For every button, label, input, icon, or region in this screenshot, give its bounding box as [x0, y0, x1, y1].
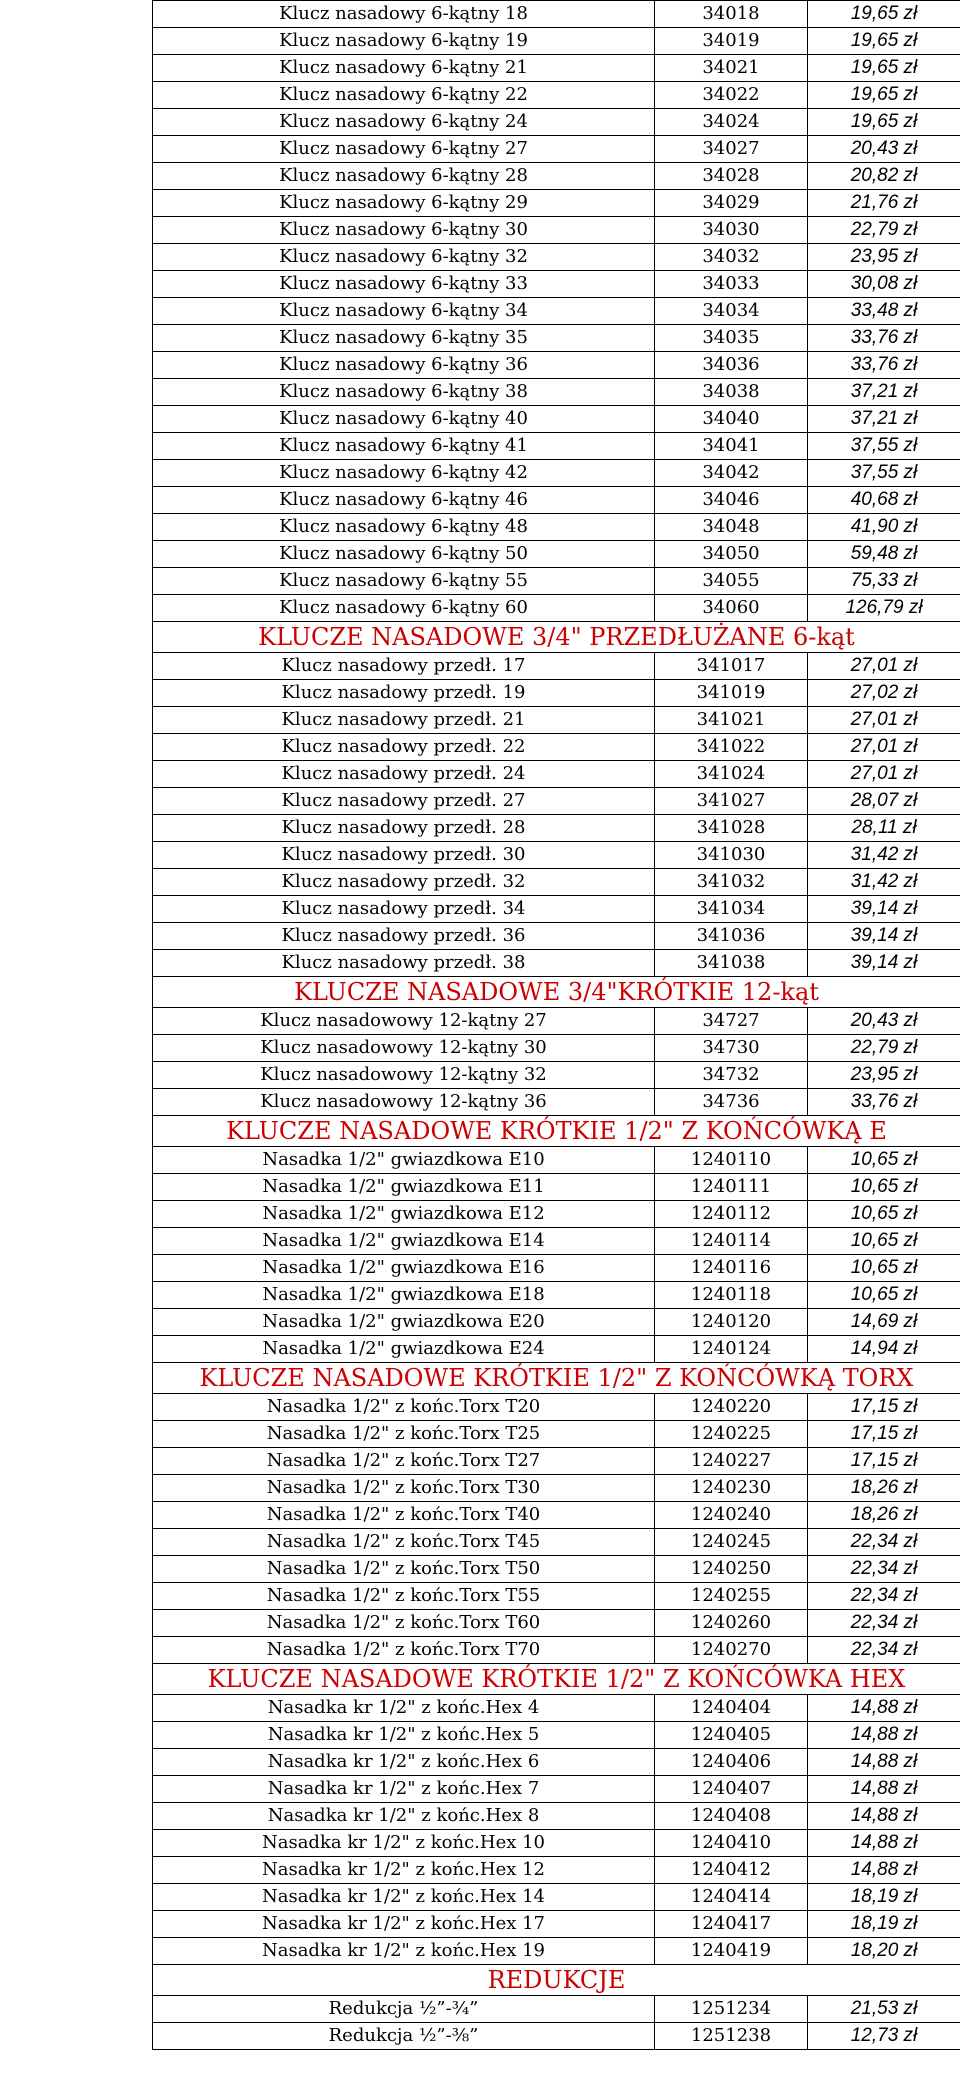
price-cell: 20,43 zł: [808, 1008, 960, 1035]
table-row: [153, 1830, 960, 1857]
table-row: [153, 1309, 960, 1336]
product-code-cell: 34022: [655, 82, 808, 109]
product-code-cell: 1251238: [655, 2023, 808, 2050]
product-name-cell: Klucz nasadowy 6-kątny 34: [153, 298, 655, 325]
product-code-cell: 341017: [655, 653, 808, 680]
product-name-cell: Nasadka 1/2" z końc.Torx T70: [153, 1637, 655, 1664]
product-code-cell: 1240227: [655, 1448, 808, 1475]
table-row: [153, 298, 960, 325]
table-row: [153, 325, 960, 352]
price-cell: 17,15 zł: [808, 1394, 960, 1421]
price-cell: 14,88 zł: [808, 1803, 960, 1830]
table-row: [153, 244, 960, 271]
price-cell: 14,88 zł: [808, 1695, 960, 1722]
section-title: KLUCZE NASADOWE 3/4" PRZEDŁUŻANE 6-kąt: [153, 622, 960, 653]
section-title: KLUCZE NASADOWE 3/4"KRÓTKIE 12-kąt: [153, 977, 960, 1008]
product-name-cell: Nasadka 1/2" gwiazdkowa E11: [153, 1174, 655, 1201]
price-cell: 18,19 zł: [808, 1911, 960, 1938]
product-code-cell: 1251234: [655, 1996, 808, 2023]
table-row: [153, 460, 960, 487]
table-row: [153, 1610, 960, 1637]
price-cell: 28,07 zł: [808, 788, 960, 815]
price-cell: 14,88 zł: [808, 1722, 960, 1749]
table-row: [153, 1394, 960, 1421]
table-row: [153, 28, 960, 55]
product-code-cell: 34046: [655, 487, 808, 514]
product-name-cell: Redukcja ½”-⅜”: [153, 2023, 655, 2050]
price-cell: 37,21 zł: [808, 379, 960, 406]
table-row: [153, 842, 960, 869]
table-row: [153, 1502, 960, 1529]
product-code-cell: 1240417: [655, 1911, 808, 1938]
product-name-cell: Nasadka 1/2" gwiazdkowa E14: [153, 1228, 655, 1255]
product-name-cell: Nasadka 1/2" gwiazdkowa E20: [153, 1309, 655, 1336]
price-cell: 10,65 zł: [808, 1282, 960, 1309]
price-cell: 10,65 zł: [808, 1255, 960, 1282]
price-cell: 17,15 zł: [808, 1421, 960, 1448]
price-cell: 39,14 zł: [808, 896, 960, 923]
section-header-row: [153, 1116, 960, 1147]
price-cell: 20,43 zł: [808, 136, 960, 163]
product-name-cell: Klucz nasadowy 6-kątny 55: [153, 568, 655, 595]
product-name-cell: Nasadka kr 1/2" z końc.Hex 6: [153, 1749, 655, 1776]
product-name-cell: Klucz nasadowy przedł. 17: [153, 653, 655, 680]
product-name-cell: Klucz nasadowy przedł. 32: [153, 869, 655, 896]
product-code-cell: 341021: [655, 707, 808, 734]
price-cell: 18,19 zł: [808, 1884, 960, 1911]
product-name-cell: Klucz nasadowy 6-kątny 29: [153, 190, 655, 217]
price-cell: 31,42 zł: [808, 842, 960, 869]
price-cell: 17,15 zł: [808, 1448, 960, 1475]
price-cell: 39,14 zł: [808, 950, 960, 977]
product-code-cell: 34041: [655, 433, 808, 460]
table-row: [153, 1529, 960, 1556]
table-row: [153, 1035, 960, 1062]
product-name-cell: Klucz nasadowy 6-kątny 27: [153, 136, 655, 163]
table-row: [153, 950, 960, 977]
table-row: [153, 1089, 960, 1116]
price-cell: 19,65 zł: [808, 82, 960, 109]
price-cell: 18,26 zł: [808, 1502, 960, 1529]
product-code-cell: 1240270: [655, 1637, 808, 1664]
table-row: [153, 1448, 960, 1475]
table-row: [153, 1938, 960, 1965]
product-code-cell: 34034: [655, 298, 808, 325]
product-name-cell: Klucz nasadowy przedł. 34: [153, 896, 655, 923]
product-code-cell: 1240225: [655, 1421, 808, 1448]
product-name-cell: Nasadka 1/2" gwiazdkowa E12: [153, 1201, 655, 1228]
product-code-cell: 1240111: [655, 1174, 808, 1201]
product-code-cell: 1240255: [655, 1583, 808, 1610]
product-code-cell: 1240118: [655, 1282, 808, 1309]
table-row: [153, 1008, 960, 1035]
price-cell: 12,73 zł: [808, 2023, 960, 2050]
product-name-cell: Klucz nasadowy przedł. 21: [153, 707, 655, 734]
price-cell: 33,76 zł: [808, 325, 960, 352]
product-code-cell: 1240114: [655, 1228, 808, 1255]
product-code-cell: 341038: [655, 950, 808, 977]
product-code-cell: 34040: [655, 406, 808, 433]
table-row: [153, 1857, 960, 1884]
product-name-cell: Nasadka kr 1/2" z końc.Hex 17: [153, 1911, 655, 1938]
price-cell: 27,01 zł: [808, 707, 960, 734]
table-row: [153, 190, 960, 217]
product-name-cell: Klucz nasadowy 6-kątny 48: [153, 514, 655, 541]
product-name-cell: Klucz nasadowy 6-kątny 41: [153, 433, 655, 460]
table-row: [153, 109, 960, 136]
section-header-row: [153, 1965, 960, 1996]
product-code-cell: 1240124: [655, 1336, 808, 1363]
price-cell: 10,65 zł: [808, 1174, 960, 1201]
price-cell: 22,34 zł: [808, 1637, 960, 1664]
product-code-cell: 341028: [655, 815, 808, 842]
table-row: [153, 680, 960, 707]
price-cell: 19,65 zł: [808, 28, 960, 55]
table-row: [153, 1695, 960, 1722]
product-name-cell: Nasadka kr 1/2" z końc.Hex 4: [153, 1695, 655, 1722]
table-row: [153, 1996, 960, 2023]
table-row: [153, 487, 960, 514]
product-name-cell: Klucz nasadowy 6-kątny 38: [153, 379, 655, 406]
price-cell: 18,26 zł: [808, 1475, 960, 1502]
table-row: [153, 815, 960, 842]
product-code-cell: 1240110: [655, 1147, 808, 1174]
price-cell: 10,65 zł: [808, 1201, 960, 1228]
price-cell: 14,88 zł: [808, 1776, 960, 1803]
price-cell: 10,65 zł: [808, 1147, 960, 1174]
product-code-cell: 341032: [655, 869, 808, 896]
product-name-cell: Nasadka 1/2" z końc.Torx T45: [153, 1529, 655, 1556]
product-code-cell: 1240410: [655, 1830, 808, 1857]
price-cell: 22,79 zł: [808, 1035, 960, 1062]
table-row: [153, 1174, 960, 1201]
product-code-cell: 34032: [655, 244, 808, 271]
price-cell: 14,88 zł: [808, 1857, 960, 1884]
price-cell: 21,76 zł: [808, 190, 960, 217]
price-cell: 20,82 zł: [808, 163, 960, 190]
table-row: [153, 163, 960, 190]
product-code-cell: 1240406: [655, 1749, 808, 1776]
price-cell: 23,95 zł: [808, 244, 960, 271]
price-cell: 31,42 zł: [808, 869, 960, 896]
product-name-cell: Klucz nasadowy przedł. 38: [153, 950, 655, 977]
table-row: [153, 541, 960, 568]
section-header-row: [153, 1664, 960, 1695]
table-row: [153, 761, 960, 788]
product-name-cell: Klucz nasadowy 6-kątny 18: [153, 1, 655, 28]
table-row: [153, 352, 960, 379]
product-name-cell: Klucz nasadowy 6-kątny 42: [153, 460, 655, 487]
table-row: [153, 2023, 960, 2050]
price-cell: 33,76 zł: [808, 352, 960, 379]
product-code-cell: 34060: [655, 595, 808, 622]
table-row: [153, 734, 960, 761]
price-cell: 40,68 zł: [808, 487, 960, 514]
product-code-cell: 34730: [655, 1035, 808, 1062]
table-row: [153, 1556, 960, 1583]
product-code-cell: 34019: [655, 28, 808, 55]
price-cell: 18,20 zł: [808, 1938, 960, 1965]
product-name-cell: Nasadka 1/2" z końc.Torx T60: [153, 1610, 655, 1637]
table-row: [153, 595, 960, 622]
product-name-cell: Nasadka 1/2" z końc.Torx T50: [153, 1556, 655, 1583]
price-list-table: [152, 0, 960, 2050]
product-name-cell: Klucz nasadowy 6-kątny 33: [153, 271, 655, 298]
product-code-cell: 34036: [655, 352, 808, 379]
product-name-cell: Klucz nasadowy przedł. 19: [153, 680, 655, 707]
price-cell: 14,94 zł: [808, 1336, 960, 1363]
price-cell: 27,01 zł: [808, 653, 960, 680]
product-code-cell: 1240419: [655, 1938, 808, 1965]
product-code-cell: 1240250: [655, 1556, 808, 1583]
table-row: [153, 55, 960, 82]
price-cell: 22,34 zł: [808, 1610, 960, 1637]
product-code-cell: 341024: [655, 761, 808, 788]
product-code-cell: 341034: [655, 896, 808, 923]
product-name-cell: Klucz nasadowy 6-kątny 35: [153, 325, 655, 352]
product-code-cell: 34732: [655, 1062, 808, 1089]
product-name-cell: Klucz nasadowy przedł. 24: [153, 761, 655, 788]
table-row: [153, 82, 960, 109]
table-row: [153, 1228, 960, 1255]
table-row: [153, 271, 960, 298]
product-code-cell: 34018: [655, 1, 808, 28]
price-cell: 39,14 zł: [808, 923, 960, 950]
table-row: [153, 923, 960, 950]
product-code-cell: 341027: [655, 788, 808, 815]
product-code-cell: 1240412: [655, 1857, 808, 1884]
product-name-cell: Nasadka 1/2" gwiazdkowa E16: [153, 1255, 655, 1282]
product-code-cell: 34029: [655, 190, 808, 217]
product-name-cell: Nasadka 1/2" z końc.Torx T20: [153, 1394, 655, 1421]
product-code-cell: 341030: [655, 842, 808, 869]
price-cell: 37,21 zł: [808, 406, 960, 433]
table-row: [153, 1282, 960, 1309]
price-cell: 37,55 zł: [808, 433, 960, 460]
product-code-cell: 34048: [655, 514, 808, 541]
product-name-cell: Klucz nasadowowy 12-kątny 32: [153, 1062, 655, 1089]
product-name-cell: Klucz nasadowowy 12-kątny 27: [153, 1008, 655, 1035]
product-name-cell: Klucz nasadowy przedł. 27: [153, 788, 655, 815]
product-name-cell: Nasadka 1/2" z końc.Torx T55: [153, 1583, 655, 1610]
product-code-cell: 34024: [655, 109, 808, 136]
product-name-cell: Klucz nasadowy 6-kątny 19: [153, 28, 655, 55]
product-code-cell: 1240245: [655, 1529, 808, 1556]
table-row: [153, 896, 960, 923]
price-cell: 37,55 zł: [808, 460, 960, 487]
product-name-cell: Klucz nasadowy przedł. 28: [153, 815, 655, 842]
table-row: [153, 1336, 960, 1363]
price-cell: 14,69 zł: [808, 1309, 960, 1336]
section-title: KLUCZE NASADOWE KRÓTKIE 1/2" Z KOŃCÓWKĄ TORX: [153, 1363, 960, 1394]
price-cell: 33,76 zł: [808, 1089, 960, 1116]
product-name-cell: Redukcja ½”-¾”: [153, 1996, 655, 2023]
price-cell: 27,02 zł: [808, 680, 960, 707]
product-name-cell: Klucz nasadowy 6-kątny 40: [153, 406, 655, 433]
table-row: [153, 788, 960, 815]
product-name-cell: Klucz nasadowy 6-kątny 60: [153, 595, 655, 622]
product-code-cell: 341022: [655, 734, 808, 761]
price-cell: 23,95 zł: [808, 1062, 960, 1089]
table-row: [153, 514, 960, 541]
price-cell: 19,65 zł: [808, 55, 960, 82]
price-cell: 27,01 zł: [808, 734, 960, 761]
product-code-cell: 1240116: [655, 1255, 808, 1282]
product-name-cell: Nasadka 1/2" z końc.Torx T25: [153, 1421, 655, 1448]
product-code-cell: 34050: [655, 541, 808, 568]
product-name-cell: Nasadka kr 1/2" z końc.Hex 7: [153, 1776, 655, 1803]
price-cell: 41,90 zł: [808, 514, 960, 541]
table-row: [153, 1637, 960, 1664]
product-name-cell: Nasadka 1/2" z końc.Torx T27: [153, 1448, 655, 1475]
product-code-cell: 34042: [655, 460, 808, 487]
price-cell: 14,88 zł: [808, 1749, 960, 1776]
product-name-cell: Nasadka 1/2" z końc.Torx T40: [153, 1502, 655, 1529]
price-cell: 28,11 zł: [808, 815, 960, 842]
product-code-cell: 1240112: [655, 1201, 808, 1228]
product-code-cell: 1240260: [655, 1610, 808, 1637]
table-row: [153, 1911, 960, 1938]
table-row: [153, 568, 960, 595]
product-name-cell: Nasadka kr 1/2" z końc.Hex 12: [153, 1857, 655, 1884]
table-row: [153, 1201, 960, 1228]
product-name-cell: Klucz nasadowowy 12-kątny 36: [153, 1089, 655, 1116]
price-cell: 33,48 zł: [808, 298, 960, 325]
product-code-cell: 34030: [655, 217, 808, 244]
product-code-cell: 341019: [655, 680, 808, 707]
product-name-cell: Klucz nasadowy 6-kątny 46: [153, 487, 655, 514]
price-cell: 22,79 zł: [808, 217, 960, 244]
price-cell: 59,48 zł: [808, 541, 960, 568]
table-row: [153, 1583, 960, 1610]
table-row: [153, 1884, 960, 1911]
product-name-cell: Klucz nasadowy przedł. 36: [153, 923, 655, 950]
product-name-cell: Klucz nasadowy 6-kątny 24: [153, 109, 655, 136]
table-row: [153, 1, 960, 28]
product-name-cell: Nasadka 1/2" gwiazdkowa E10: [153, 1147, 655, 1174]
price-cell: 10,65 zł: [808, 1228, 960, 1255]
table-row: [153, 1062, 960, 1089]
product-name-cell: Klucz nasadowy 6-kątny 36: [153, 352, 655, 379]
product-name-cell: Klucz nasadowy 6-kątny 22: [153, 82, 655, 109]
product-name-cell: Nasadka kr 1/2" z końc.Hex 19: [153, 1938, 655, 1965]
price-cell: 22,34 zł: [808, 1529, 960, 1556]
price-cell: 22,34 zł: [808, 1583, 960, 1610]
product-code-cell: 34028: [655, 163, 808, 190]
price-cell: 14,88 zł: [808, 1830, 960, 1857]
product-code-cell: 34035: [655, 325, 808, 352]
section-title: KLUCZE NASADOWE KRÓTKIE 1/2" Z KOŃCÓWKA HEX: [153, 1664, 960, 1695]
product-name-cell: Nasadka kr 1/2" z końc.Hex 14: [153, 1884, 655, 1911]
product-name-cell: Nasadka 1/2" gwiazdkowa E24: [153, 1336, 655, 1363]
price-cell: 19,65 zł: [808, 1, 960, 28]
price-cell: 30,08 zł: [808, 271, 960, 298]
product-name-cell: Nasadka kr 1/2" z końc.Hex 10: [153, 1830, 655, 1857]
price-cell: 19,65 zł: [808, 109, 960, 136]
product-code-cell: 1240405: [655, 1722, 808, 1749]
section-header-row: [153, 1363, 960, 1394]
table-row: [153, 406, 960, 433]
product-code-cell: 1240414: [655, 1884, 808, 1911]
price-cell: 21,53 zł: [808, 1996, 960, 2023]
price-cell: 126,79 zł: [808, 595, 960, 622]
table-row: [153, 1147, 960, 1174]
table-row: [153, 869, 960, 896]
product-code-cell: 34021: [655, 55, 808, 82]
product-name-cell: Nasadka 1/2" gwiazdkowa E18: [153, 1282, 655, 1309]
price-cell: 75,33 zł: [808, 568, 960, 595]
product-code-cell: 1240408: [655, 1803, 808, 1830]
product-code-cell: 34027: [655, 136, 808, 163]
product-code-cell: 1240240: [655, 1502, 808, 1529]
section-header-row: [153, 977, 960, 1008]
price-cell: 22,34 zł: [808, 1556, 960, 1583]
product-name-cell: Klucz nasadowy 6-kątny 28: [153, 163, 655, 190]
product-code-cell: 34038: [655, 379, 808, 406]
table-row: [153, 1255, 960, 1282]
product-code-cell: 341036: [655, 923, 808, 950]
product-name-cell: Klucz nasadowy przedł. 22: [153, 734, 655, 761]
table-row: [153, 433, 960, 460]
product-code-cell: 1240120: [655, 1309, 808, 1336]
table-row: [153, 707, 960, 734]
table-row: [153, 1421, 960, 1448]
product-name-cell: Klucz nasadowowy 12-kątny 30: [153, 1035, 655, 1062]
price-list-body: [153, 1, 960, 2050]
product-code-cell: 34736: [655, 1089, 808, 1116]
table-row: [153, 1803, 960, 1830]
product-code-cell: 34033: [655, 271, 808, 298]
section-title: REDUKCJE: [153, 1965, 960, 1996]
product-name-cell: Nasadka kr 1/2" z końc.Hex 8: [153, 1803, 655, 1830]
section-header-row: [153, 622, 960, 653]
table-row: [153, 1475, 960, 1502]
product-name-cell: Nasadka kr 1/2" z końc.Hex 5: [153, 1722, 655, 1749]
table-row: [153, 1749, 960, 1776]
product-code-cell: 1240230: [655, 1475, 808, 1502]
section-title: KLUCZE NASADOWE KRÓTKIE 1/2" Z KOŃCÓWKĄ E: [153, 1116, 960, 1147]
product-code-cell: 1240220: [655, 1394, 808, 1421]
table-row: [153, 1722, 960, 1749]
price-cell: 27,01 zł: [808, 761, 960, 788]
table-row: [153, 1776, 960, 1803]
table-row: [153, 136, 960, 163]
product-code-cell: 34727: [655, 1008, 808, 1035]
product-name-cell: Klucz nasadowy przedł. 30: [153, 842, 655, 869]
product-name-cell: Klucz nasadowy 6-kątny 50: [153, 541, 655, 568]
product-code-cell: 1240407: [655, 1776, 808, 1803]
product-name-cell: Klucz nasadowy 6-kątny 21: [153, 55, 655, 82]
product-name-cell: Nasadka 1/2" z końc.Torx T30: [153, 1475, 655, 1502]
table-row: [153, 379, 960, 406]
product-code-cell: 34055: [655, 568, 808, 595]
table-row: [153, 653, 960, 680]
product-name-cell: Klucz nasadowy 6-kątny 30: [153, 217, 655, 244]
table-row: [153, 217, 960, 244]
product-code-cell: 1240404: [655, 1695, 808, 1722]
product-name-cell: Klucz nasadowy 6-kątny 32: [153, 244, 655, 271]
